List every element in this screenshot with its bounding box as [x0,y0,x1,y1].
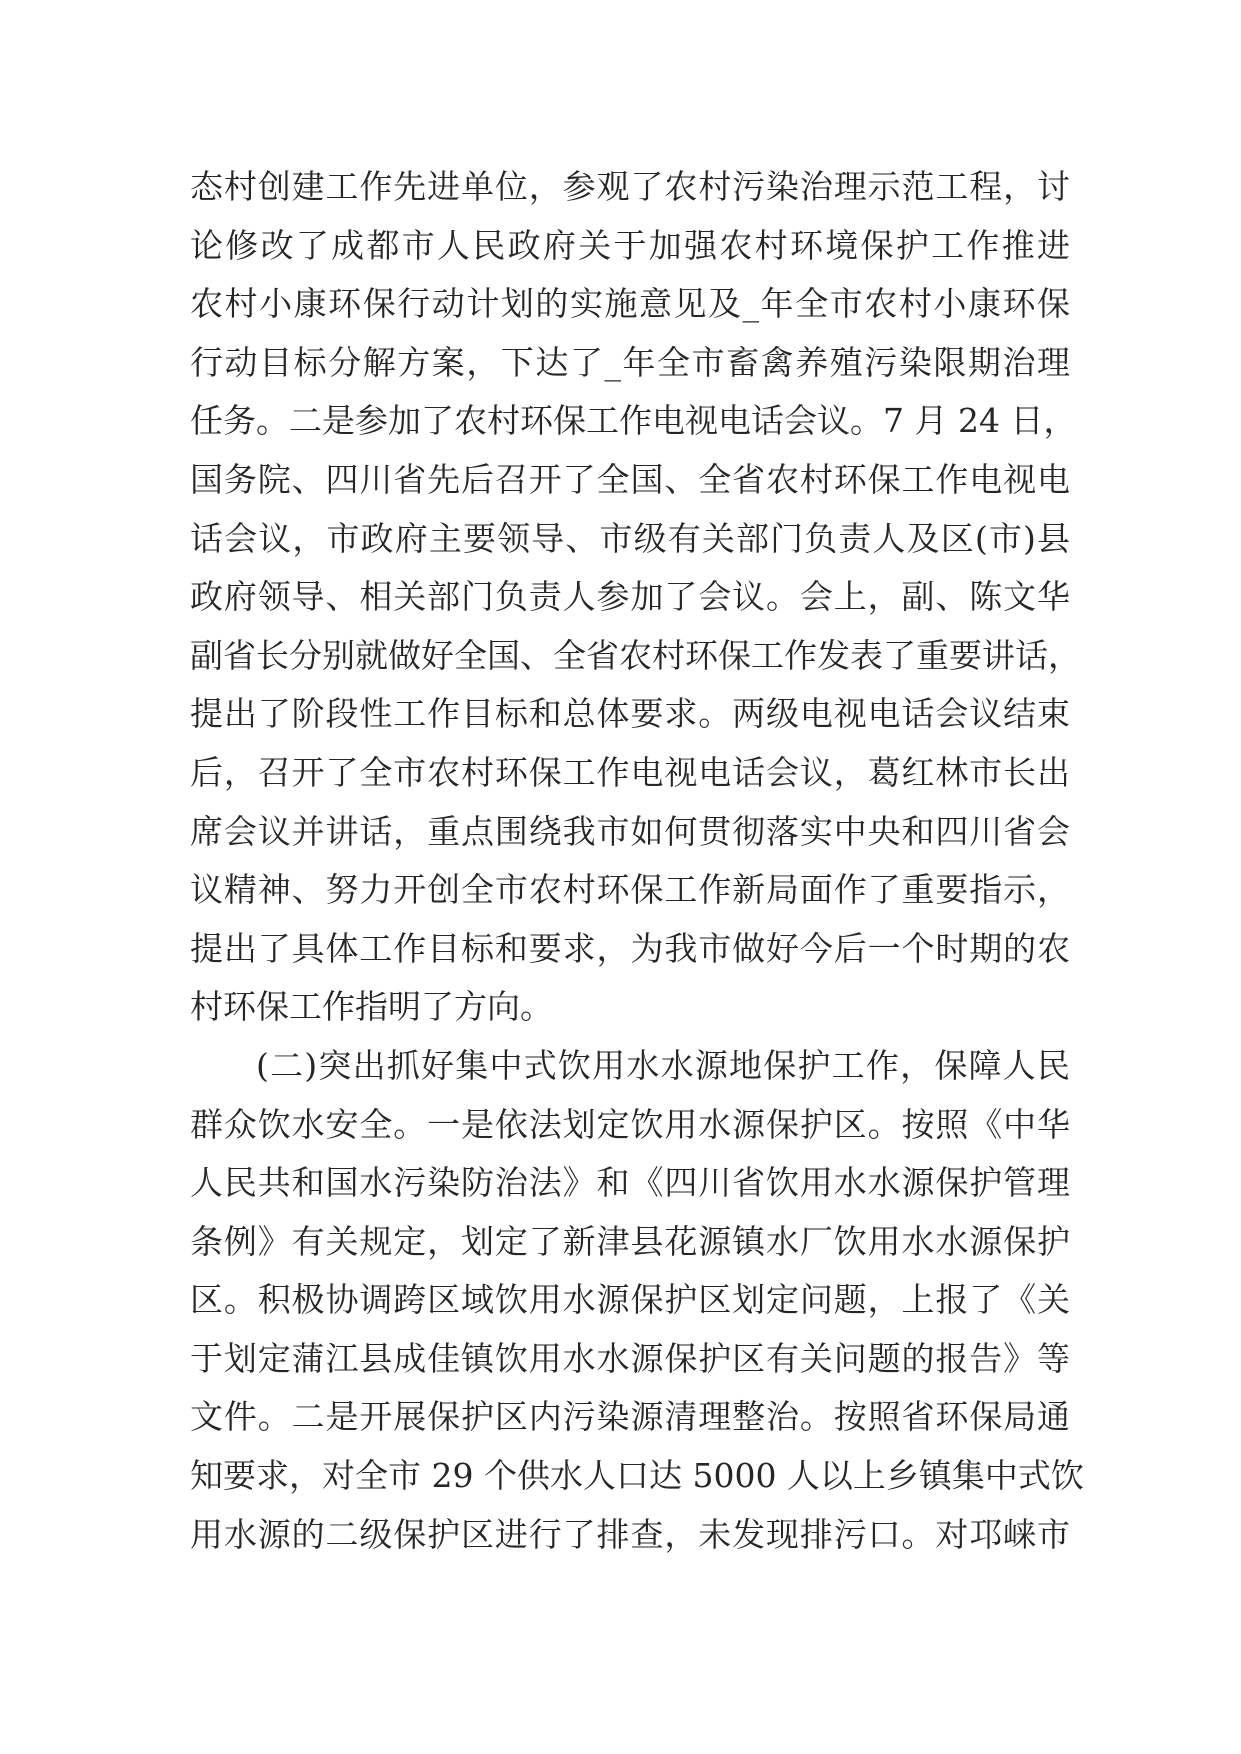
text-line: 人民共和国水污染防治法》和《四川省饮用水水源保护管理 [190,1163,1070,1203]
paragraph-2 [190,1037,1084,1564]
paragraph-1 [190,158,1081,1037]
text-line: 条例》有关规定，划定了新津县花源镇水厂饮用水水源保护 [190,1221,1070,1261]
text-line: 副省长分别就做好全国、全省农村环保工作发表了重要讲话， [190,635,1081,675]
text-line: 政府领导、相关部门负责人参加了会议。会上，副、陈文华 [190,577,1070,617]
text-line: 话会议，市政府主要领导、市级有关部门负责人及区(市)县 [190,518,1070,558]
text-line: 农村小康环保行动计划的实施意见及_年全市农村小康环保 [190,284,1070,324]
text-line: 于划定蒲江县成佳镇饮用水水源保护区有关问题的报告》等 [190,1338,1070,1378]
text-line: 态村创建工作先进单位，参观了农村污染治理示范工程，讨 [190,167,1070,206]
text-line: 提出了具体工作目标和要求，为我市做好今后一个时期的农 [190,928,1070,968]
text-line: 国务院、四川省先后召开了全国、全省农村环保工作电视电 [190,459,1070,499]
document-body [190,158,1084,1564]
text-line: 议精神、努力开创全市农村环保工作新局面作了重要指示， [190,870,1070,910]
text-line: 用水源的二级保护区进行了排查，未发现排污口。对邛崃市 [190,1514,1070,1554]
text-line: 任务。二是参加了农村环保工作电视电话会议。7 月 24 日， [190,401,1077,441]
text-line: 提出了阶段性工作目标和总体要求。两级电视电话会议结束 [190,694,1070,734]
text-line: 区。积极协调跨区域饮用水源保护区划定问题，上报了《关 [190,1280,1070,1320]
text-line: 席会议并讲话，重点围绕我市如何贯彻落实中央和四川省会 [190,811,1070,851]
text-line: 知要求，对全市 29 个供水人口达 5000 人以上乡镇集中式饮 [190,1456,1084,1496]
text-line: (二)突出抓好集中式饮用水水源地保护工作，保障人民 [256,1045,1070,1085]
text-line: 群众饮水安全。一是依法划定饮用水源保护区。按照《中华 [190,1104,1070,1144]
text-line: 后，召开了全市农村环保工作电视电话会议，葛红林市长出 [190,752,1070,792]
text-line: 村环保工作指明了方向。 [190,987,553,1027]
text-line: 论修改了成都市人民政府关于加强农村环境保护工作推进 [190,225,1070,265]
text-line: 文件。二是开展保护区内污染源清理整治。按照省环保局通 [190,1397,1070,1437]
text-line: 行动目标分解方案，下达了_年全市畜禽养殖污染限期治理 [190,342,1070,382]
